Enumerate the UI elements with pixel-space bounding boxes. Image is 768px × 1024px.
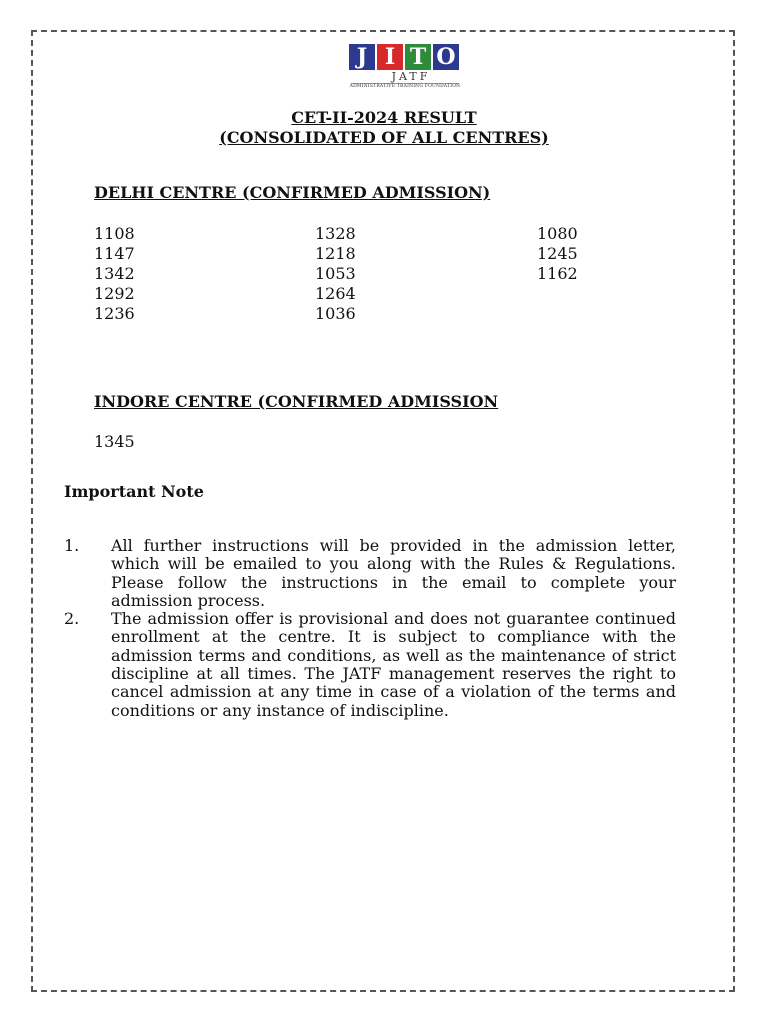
delhi-roll-number: 1342: [94, 264, 135, 283]
jito-logo: [349, 44, 461, 90]
delhi-roll-number: 1053: [315, 264, 356, 283]
important-note-heading: Important Note: [64, 482, 204, 501]
indore-roll-number: 1345: [94, 432, 135, 451]
logo-subtitle: JATF: [391, 70, 431, 83]
indore-heading: INDORE CENTRE (CONFIRMED ADMISSION: [94, 392, 499, 411]
logo-letter: O: [433, 44, 459, 70]
note-list: [64, 537, 676, 720]
page-subtitle: (CONSOLIDATED OF ALL CENTRES): [219, 128, 549, 147]
note-item: [64, 610, 676, 720]
delhi-roll-number: 1036: [315, 304, 356, 323]
delhi-heading: DELHI CENTRE (CONFIRMED ADMISSION): [94, 183, 491, 202]
delhi-roll-number: 1080: [537, 224, 578, 243]
page-border: [31, 30, 735, 992]
logo-letter: J: [349, 44, 375, 70]
delhi-roll-number: 1162: [537, 264, 578, 283]
page-title: CET-II-2024 RESULT: [291, 108, 477, 127]
delhi-roll-number: 1292: [94, 284, 135, 303]
delhi-roll-number: 1264: [315, 284, 356, 303]
logo-letter: I: [377, 44, 403, 70]
note-item: [64, 537, 676, 610]
note-text: The admission offer is provisional and does not guarantee continued enrollment at the centre. It is subject to compliance with the admission terms and conditions, as well as the maintenance of strict discipline at all times. The JATF management reserves the right to cancel admission at any time in case of a violation of the terms and conditions or any instance of indiscipline.: [111, 609, 676, 720]
delhi-roll-number: 1147: [94, 244, 135, 263]
logo-letters: [349, 44, 461, 70]
delhi-roll-number: 1236: [94, 304, 135, 323]
delhi-roll-number: 1245: [537, 244, 578, 263]
note-number: 2.: [64, 609, 80, 629]
delhi-roll-number: 1328: [315, 224, 356, 243]
delhi-roll-number: 1108: [94, 224, 135, 243]
note-text: All further instructions will be provided in the admission letter, which will be emailed to you along with the Rules & Regulations. Please follow the instructions in the email to complete your admission process.: [111, 536, 676, 610]
note-number: 1.: [64, 536, 80, 555]
logo-tagline: ADMINISTRATIVE TRAINING FOUNDATION: [349, 84, 461, 89]
logo-letter: T: [405, 44, 431, 70]
delhi-roll-number: 1218: [315, 244, 356, 263]
